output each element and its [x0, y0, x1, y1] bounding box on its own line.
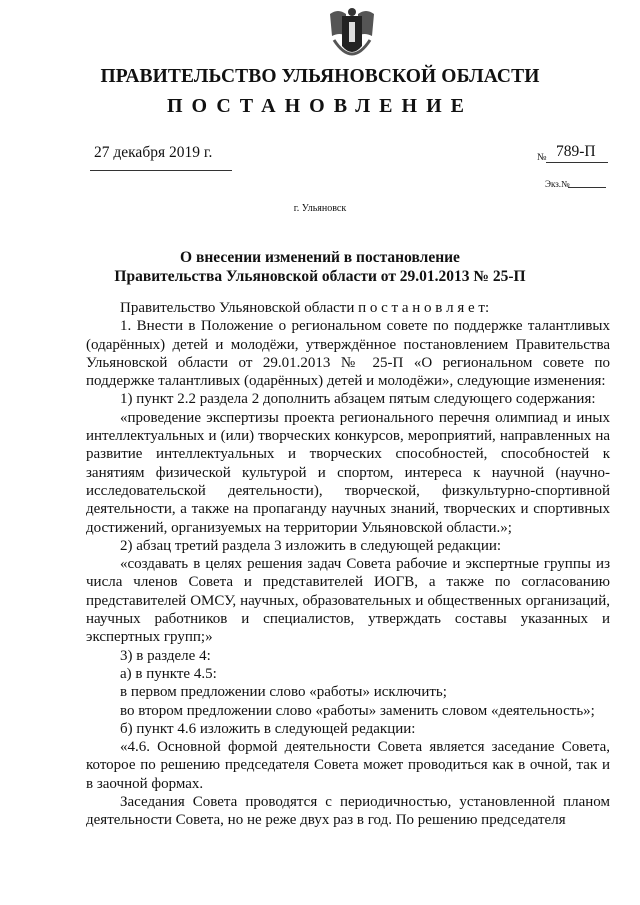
date-underline — [90, 170, 232, 171]
coat-of-arms-icon — [326, 6, 378, 66]
document-type: ПОСТАНОВЛЕНИЕ — [167, 95, 473, 117]
paragraph: в первом предложении слово «работы» исключить; — [120, 684, 447, 701]
document-number: 789-П — [556, 143, 596, 160]
paragraph: во втором предложении слово «работы» заменить словом «деятельность»; — [120, 702, 595, 719]
paragraph: «4.6. Основной формой деятельности Совета является заседание Совета, которое по решению председателя Совета может проводиться как в очной, так и в заочной формах. — [86, 739, 610, 792]
number-sign: № — [537, 152, 547, 163]
government-name: ПРАВИТЕЛЬСТВО УЛЬЯНОВСКОЙ ОБЛАСТИ — [100, 66, 540, 87]
paragraph: Правительство Ульяновской области п о с т а н о в л я е т: — [120, 300, 490, 316]
paragraph: 1. Внести в Положение о региональном совете по поддержке талантливых (одарённых) детей и молодёжи, утверждённое постановлением Правительства Ульяновской области от 29.01.2013 № 25-П «О региональном совете по поддержке талантливых (одарённых) детей и молодёжи», следующие изменения: — [86, 318, 610, 390]
paragraph: 2) абзац третий раздела 3 изложить в следующей редакции: — [120, 537, 502, 554]
paragraph: б) пункт 4.6 изложить в следующей редакции: — [120, 720, 416, 737]
heading-line-2: Правительства Ульяновской области от 29.01.2013 № 25-П — [114, 268, 526, 285]
paragraph: «проведение экспертизы проекта регионального перечня олимпиад и иных интеллектуальных и (или) творческих конкурсов, мероприятий, направленных на развитие интеллектуальных и творческих способностей, способностей к занятиям физической культурой и спортом, интереса к научной (научно-исследовательской деятельности), творческой, физкультурно-спортивной деятельности, а также на пропаганду научных знаний, творческих и спортивных достижений, организуемых на территории Ульяновской области.»; — [86, 409, 610, 536]
paragraph: «создавать в целях решения задач Совета рабочие и экспертные группы из числа членов Совета и представителей ИОГВ, а также по согласованию представителей ОМСУ, научных, образовательных и общественных организаций, научных работников и специалистов, утверждать составы указанных и экспертных групп;» — [86, 556, 610, 646]
heading-line-1: О внесении изменений в постановление — [180, 249, 460, 266]
document-heading — [0, 248, 640, 286]
document-date: 27 декабря 2019 г. — [94, 144, 213, 161]
paragraph: 1) пункт 2.2 раздела 2 дополнить абзацем пятым следующего содержания: — [120, 391, 596, 408]
city: г. Ульяновск — [293, 203, 347, 214]
number-underline — [546, 162, 608, 163]
paragraph: Заседания Совета проводятся с периодичностью, установленной планом деятельности Совета, но не реже двух раз в год. По решению председателя — [86, 794, 610, 829]
paragraph: а) в пункте 4.5: — [120, 665, 217, 682]
copy-number-label: Экз.№ — [545, 179, 570, 189]
copy-number-underline — [568, 187, 606, 188]
paragraph: 3) в разделе 4: — [120, 647, 211, 664]
document-body — [86, 299, 610, 830]
